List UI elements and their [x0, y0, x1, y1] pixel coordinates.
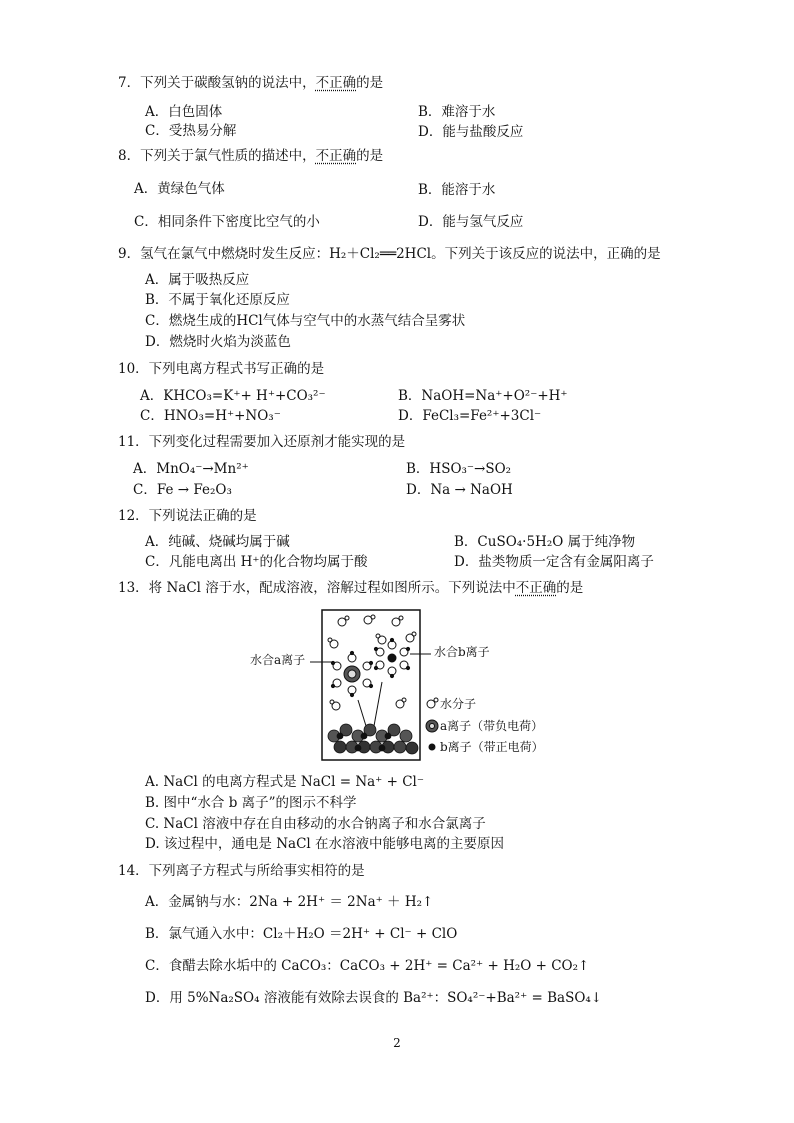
q9-stem: 9．氢气在氯气中燃烧时发生反应：H₂＋Cl₂══2HCl。下列关于该反应的说法中，正确的是: [118, 246, 661, 262]
q11-option-a: A．MnO₄⁻→Mn²⁺: [133, 461, 249, 477]
q7-option-b: B．难溶于水: [418, 104, 496, 120]
q8-stem-text: 8．下列关于氯气性质的描述中，: [118, 148, 316, 164]
q7-option-d: D．能与盐酸反应: [418, 124, 524, 140]
q10-option-b: B．NaOH=Na⁺+O²⁻+H⁺: [398, 388, 568, 404]
dissolution-arrows: [358, 682, 382, 726]
q14-option-c: C．食醋去除水垢中的 CaCO₃：CaCO₃ + 2H⁺ = Ca²⁺ + H₂O + CO₂↑: [145, 958, 590, 974]
q13-option-b: B. 图中“水合 b 离子”的图示不科学: [145, 795, 357, 811]
q13-option-a: A. NaCl 的电离方程式是 NaCl = Na⁺ + Cl⁻: [145, 774, 424, 790]
legend-b-ion: b离子（带正电荷）: [440, 740, 544, 754]
q8-option-b: B．能溶于水: [418, 182, 496, 198]
q7-stem-text: 7．下列关于碳酸氢钠的说法中，: [118, 75, 316, 91]
q14-option-a: A．金属钠与水：2Na + 2H⁺ ＝ 2Na⁺ ＋ H₂↑: [145, 894, 434, 910]
q13-stem-tail: 的是: [556, 580, 584, 596]
q8-option-c: C．相同条件下密度比空气的小: [134, 214, 320, 230]
water-molecule-legend-icon: [427, 698, 438, 708]
q10-option-a: A．KHCO₃=K⁺+ H⁺+CO₃²⁻: [140, 388, 326, 404]
q10-option-c: C．HNO₃=H⁺+NO₃⁻: [140, 408, 281, 424]
b-ion-legend-icon: [429, 744, 436, 751]
q12-option-b: B．CuSO₄·5H₂O 属于纯净物: [454, 534, 636, 550]
q13-option-d: D. 该过程中，通电是 NaCl 在水溶液中能够电离的主要原因: [145, 836, 505, 852]
q11-option-b: B．HSO₃⁻→SO₂: [406, 461, 512, 477]
dissolution-figure: [250, 608, 570, 768]
q14-option-b: B．氯气通入水中：Cl₂＋H₂O ＝2H⁺ + Cl⁻ + ClO: [145, 926, 458, 942]
q12-option-d: D．盐类物质一定含有金属阳离子: [454, 554, 654, 570]
q7-stem: [118, 74, 383, 92]
q13-stem: [118, 579, 583, 597]
hydrated-a-ion: [331, 651, 372, 696]
q11-stem: 11．下列变化过程需要加入还原剂才能实现的是: [118, 434, 406, 450]
q7-option-a: A．白色固体: [145, 104, 223, 120]
q8-emphasis: 不正确: [315, 148, 357, 164]
q12-option-a: A．纯碱、烧碱均属于碱: [145, 534, 290, 550]
page-number: 2: [393, 1036, 401, 1050]
q7-option-c: C．受热易分解: [145, 123, 237, 139]
q9-option-d: D．燃烧时火焰为淡蓝色: [145, 334, 291, 350]
q8-stem-tail: 的是: [356, 148, 384, 164]
q10-stem: 10．下列电离方程式书写正确的是: [118, 361, 325, 377]
q11-option-c: C．Fe → Fe₂O₃: [133, 482, 232, 498]
q14-stem: 14．下列离子方程式与所给事实相符的是: [118, 863, 365, 879]
q11-option-d: D．Na → NaOH: [406, 482, 513, 498]
hydrated-b-ion: [374, 638, 409, 677]
q14-option-d: D．用 5%Na₂SO₄ 溶液能有效除去误食的 Ba²⁺：SO₄²⁻+Ba²⁺ = BaSO₄↓: [145, 990, 603, 1006]
q12-option-c: C．凡能电离出 H⁺的化合物均属于酸: [145, 554, 368, 570]
q8-option-d: D．能与氢气反应: [418, 214, 524, 230]
q10-option-d: D．FeCl₃=Fe²⁺+3Cl⁻: [398, 408, 542, 424]
q8-stem: [118, 147, 383, 165]
q7-emphasis: 不正确: [315, 75, 357, 91]
nacl-crystal: [328, 724, 418, 754]
q13-stem-text: 13．将 NaCl 溶于水，配成溶液，溶解过程如图所示。下列说法中: [118, 580, 516, 596]
q9-option-c: C．燃烧生成的HCl气体与空气中的水蒸气结合呈雾状: [145, 313, 466, 329]
hydrated-b-ion-label: 水合b离子: [434, 645, 490, 659]
a-ion-legend-icon: [426, 720, 438, 732]
q12-stem: 12．下列说法正确的是: [118, 508, 257, 524]
q9-option-b: B．不属于氧化还原反应: [145, 292, 290, 308]
q8-option-a: A．黄绿色气体: [134, 181, 225, 197]
q13-option-c: C. NaCl 溶液中存在自由移动的水合钠离子和水合氯离子: [145, 816, 486, 832]
q7-stem-tail: 的是: [356, 75, 384, 91]
legend-a-ion: a离子（带负电荷）: [440, 719, 544, 733]
q13-emphasis: 不正确: [515, 580, 557, 596]
hydrated-a-ion-label: 水合a离子: [250, 653, 306, 667]
legend-water: 水分子: [440, 697, 477, 711]
q9-option-a: A．属于吸热反应: [145, 272, 250, 288]
